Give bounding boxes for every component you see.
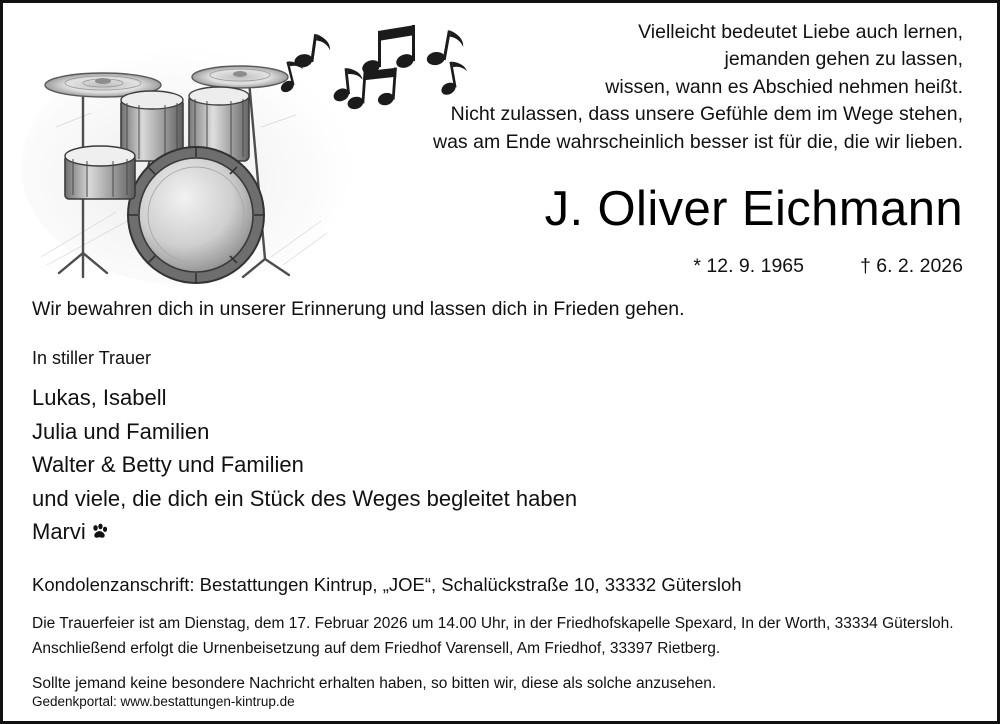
snare-drum: [65, 146, 135, 199]
paw-print-icon: [90, 517, 109, 536]
birth-date: * 12. 9. 1965: [693, 255, 804, 277]
cymbal-right: [192, 66, 288, 88]
deceased-name: J. Oliver Eichmann: [544, 182, 963, 236]
verse-line: Nicht zulassen, dass unsere Gefühle dem im Wege stehen,: [450, 103, 963, 126]
family-line: Julia und Familien: [32, 418, 210, 444]
general-note: Sollte jemand keine besondere Nachricht erhalten haben, so bitten wir, diese als solche anzusehen.: [32, 675, 717, 693]
mourning-label: In stiller Trauer: [32, 348, 152, 369]
family-line-with-paw: [32, 515, 968, 548]
verse-line: Vielleicht bedeutet Liebe auch lernen,: [638, 21, 963, 43]
verse-text: [367, 19, 963, 156]
life-dates: [363, 255, 963, 278]
verse-line: was am Ende wahrscheinlich besser ist für die, die wir lieben.: [433, 130, 963, 153]
death-date: † 6. 2. 2026: [859, 255, 963, 277]
family-list: [32, 381, 968, 548]
memorial-line: Wir bewahren dich in unserer Erinnerung und lassen dich in Frieden gehen.: [32, 298, 685, 320]
bass-drum: [128, 147, 264, 283]
service-details: Die Trauerfeier ist am Dienstag, dem 17. Februar 2026 um 14.00 Uhr, in der Friedhofskapelle Spexard, In der Worth, 33334 Gütersloh. Anschließend erfolgt die Urnenbeisetzung auf dem Friedhof Varensell, Am Friedhof, 33397 Rietberg.: [32, 615, 954, 657]
family-line: und viele, die dich ein Stück des Weges begleitet haben: [32, 485, 578, 511]
header-area: [3, 3, 997, 289]
verse-line: wissen, wann es Abschied nehmen heißt.: [605, 75, 963, 98]
card-inner: [3, 3, 997, 721]
verse-line: jemanden gehen zu lassen,: [724, 48, 963, 71]
family-line: Walter & Betty und Familien: [32, 452, 304, 478]
family-line: Lukas, Isabell: [32, 385, 167, 411]
condolence-address: Kondolenzanschrift: Bestattungen Kintrup, „JOE“, Schalückstraße 10, 33332 Gütersloh: [32, 574, 742, 596]
family-line: Marvi: [32, 519, 86, 544]
memorial-portal-link[interactable]: Gedenkportal: www.bestattungen-kintrup.de: [32, 694, 295, 709]
body-text: [32, 295, 968, 693]
